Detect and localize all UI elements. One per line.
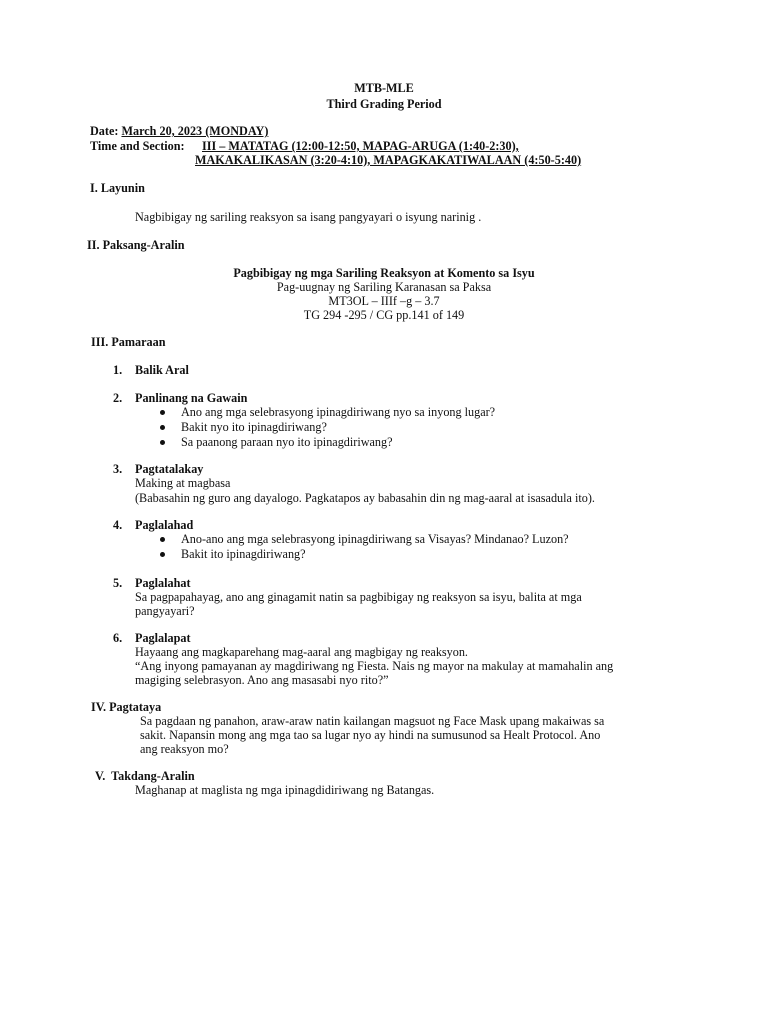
topic-subtitle: Pag-uugnay ng Sariling Karanasan sa Paksa xyxy=(276,280,492,294)
time-section-value-line1: III – MATATAG (12:00-12:50, MAPAG-ARUGA (1:40-2:30), xyxy=(202,139,519,153)
step-title-paglalapat: Paglalapat xyxy=(135,631,191,645)
paksang-aralin-block xyxy=(0,266,768,322)
bullet-icon xyxy=(160,537,165,542)
bullet-icon xyxy=(160,410,165,415)
bullet-icon xyxy=(160,425,165,430)
date-label: Date: xyxy=(90,124,119,138)
curriculum-code: MT3OL – IIIf –g – 3.7 xyxy=(328,294,440,308)
takdang-aralin-text: Maghanap at maglista ng mga ipinagdidiriwang ng Batangas. xyxy=(135,783,435,797)
document-header xyxy=(0,80,768,112)
step-text: Making at magbasa xyxy=(135,476,231,490)
step-title-panlinang: Panlinang na Gawain xyxy=(135,391,248,405)
topic-title: Pagbibigay ng mga Sariling Reaksyon at Komento sa Isyu xyxy=(233,266,535,280)
step-number: 6. xyxy=(113,631,123,645)
list-item xyxy=(155,405,495,420)
list-item xyxy=(155,435,495,450)
step-text: magiging selebrasyon. Ano ang masasabi nyo rito?” xyxy=(135,673,389,687)
section-heading-layunin: I. Layunin xyxy=(90,181,145,195)
pagtataya-text: Sa pagdaan ng panahon, araw-araw natin kailangan magsuot ng Face Mask upang makaiwas sa xyxy=(140,714,605,728)
step-number: 5. xyxy=(113,576,123,590)
bullet-icon xyxy=(160,440,165,445)
step-text: (Babasahin ng guro ang dayalogo. Pagkatapos ay babasahin din ng mag-aaral at isasadula ito). xyxy=(135,491,595,505)
list-item xyxy=(155,420,495,435)
step-title-pagtatalakay: Pagtatalakay xyxy=(135,462,204,476)
bullet-text: Bakit nyo ito ipinagdiriwang? xyxy=(181,420,327,434)
date-value: March 20, 2023 (MONDAY) xyxy=(121,124,269,138)
layunin-text: Nagbibigay ng sariling reaksyon sa isang pangyayari o isyung narinig . xyxy=(135,210,482,224)
subject-title: MTB-MLE xyxy=(354,81,414,95)
section-heading-takdang-aralin: V. Takdang-Aralin xyxy=(95,769,195,783)
date-line xyxy=(90,124,268,139)
pagtataya-text: ang reaksyon mo? xyxy=(140,742,229,756)
step-title-balik-aral: Balik Aral xyxy=(135,363,189,377)
step-text: Sa pagpapahayag, ano ang ginagamit natin sa pagbibigay ng reaksyon sa isyu, balita at mga xyxy=(135,590,582,604)
reference-pages: TG 294 -295 / CG pp.141 of 149 xyxy=(303,308,465,322)
list-item xyxy=(155,547,569,562)
bullet-text: Ano-ano ang mga selebrasyong ipinagdiriwang sa Visayas? Mindanao? Luzon? xyxy=(181,532,569,546)
bullet-text: Ano ang mga selebrasyong ipinagdiriwang nyo sa inyong lugar? xyxy=(181,405,496,419)
bullet-text: Bakit ito ipinagdiriwang? xyxy=(181,547,306,561)
grading-period: Third Grading Period xyxy=(326,97,442,111)
step-title-paglalahat: Paglalahat xyxy=(135,576,191,590)
step-number: 3. xyxy=(113,462,123,476)
pagtataya-text: sakit. Napansin mong ang mga tao sa lugar nyo ay hindi na sumusunod sa Healt Protocol. Ano xyxy=(140,728,601,742)
list-item xyxy=(155,532,569,547)
bullet-text: Sa paanong paraan nyo ito ipinagdiriwang? xyxy=(181,435,393,449)
section-heading-pamaraan: III. Pamaraan xyxy=(91,335,166,349)
step-text: pangyayari? xyxy=(135,604,195,618)
paglalahad-questions xyxy=(155,532,569,562)
bullet-icon xyxy=(160,552,165,557)
step-text: Hayaang ang magkaparehang mag-aaral ang magbigay ng reaksyon. xyxy=(135,645,468,659)
step-number: 4. xyxy=(113,518,123,532)
step-title-paglalahad: Paglalahad xyxy=(135,518,194,532)
step-number: 2. xyxy=(113,391,123,405)
section-heading-paksang-aralin: II. Paksang-Aralin xyxy=(87,238,185,252)
time-section-label: Time and Section: xyxy=(90,139,185,153)
step-number: 1. xyxy=(113,363,123,377)
step-text: “Ang inyong pamayanan ay magdiriwang ng Fiesta. Nais ng mayor na makulay at mamahalin ang xyxy=(135,659,614,673)
time-section-value-line2: MAKAKALIKASAN (3:20-4:10), MAPAGKAKATIWALAAN (4:50-5:40) xyxy=(195,153,582,167)
panlinang-questions xyxy=(155,405,495,450)
section-heading-pagtataya: IV. Pagtataya xyxy=(91,700,162,714)
